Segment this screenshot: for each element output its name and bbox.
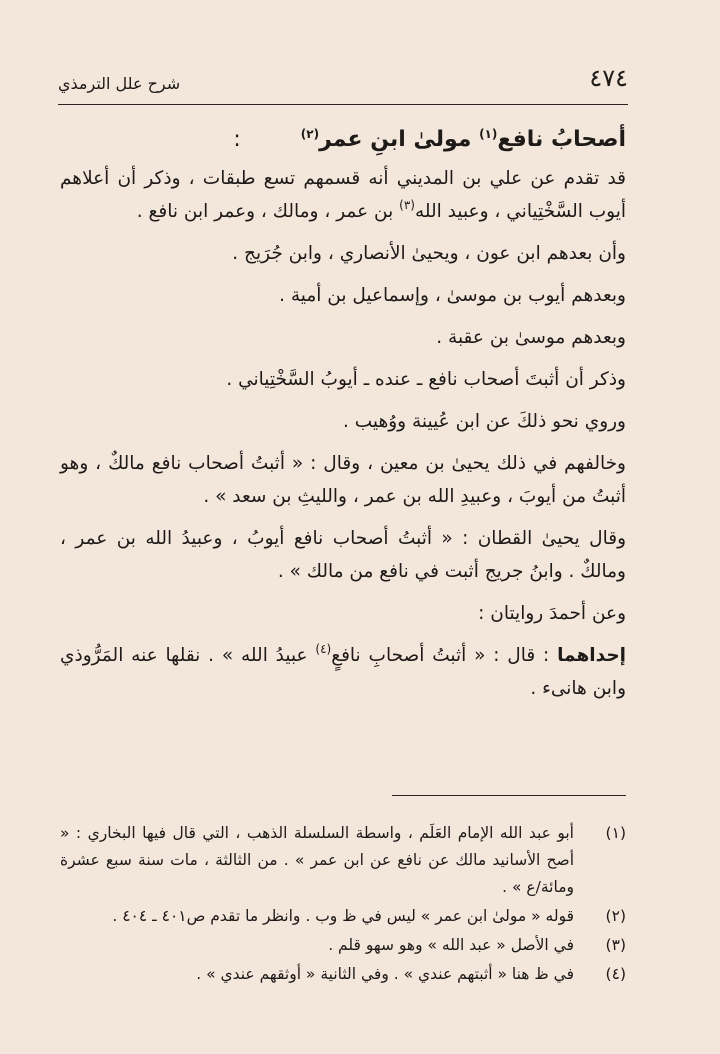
paragraph-text: بن عمر ، ومالك ، وعمر ابن نافع . — [136, 201, 400, 222]
page-header — [58, 62, 628, 102]
footnote — [60, 903, 626, 930]
footnote-ref[interactable]: (٣) — [399, 198, 415, 212]
paragraph-text: قد تقدم عن علي بن المديني أنه قسمهم تسع طبقات ، وذكر أن أعلاهم أيوب السَّخْتِياني ، وعبيد الله — [60, 168, 626, 222]
footnote-ref[interactable]: (٢) — [300, 127, 320, 141]
footnote-rule — [392, 795, 626, 796]
header-rule — [58, 104, 628, 105]
paragraph: وقال يحيىٰ القطان : « أثبتُ أصحاب نافع أيوبُ ، وعبيدُ الله بن عمر ، ومالكٌ . وابنُ جريج أثبت في نافع من مالك » . — [60, 528, 626, 582]
section-heading — [60, 120, 626, 160]
footnote-number: (١) — [605, 824, 626, 842]
footnote-text: أبو عبد الله الإمام العَلَم ، واسطة السلسلة الذهب ، التي قال فيها البخاري : « أصح الأسانيد مالك عن نافع عن ابن عمر » . من الثالثة ، مات سنة سبع عشرة ومائة/ع » . — [60, 824, 574, 896]
paragraph: وذكر أن أثبتَ أصحاب نافع ـ عنده ـ أيوبُ السَّخْتِياني . — [226, 369, 626, 390]
footnote-ref[interactable]: (١) — [479, 127, 498, 141]
paragraph: وروي نحو ذلكَ عن ابن عُيينة ووُهيب . — [342, 411, 626, 432]
footnote-text: في ظ هنا « أثبتهم عندي » . وفي الثانية « أوثقهم عندي » . — [196, 965, 574, 983]
paragraph: وخالفهم في ذلك يحيىٰ بن معين ، وقال : « أثبتُ أصحاب نافع مالكٌ ، وهو أثبتُ من أيوبَ ، وعبيدِ الله بن عمر ، والليثِ بن سعد » . — [60, 453, 626, 507]
footnote — [60, 932, 626, 959]
footnote-number: (٤) — [605, 965, 626, 983]
paragraph: وبعدهم موسىٰ بن عقبة . — [436, 327, 626, 348]
paragraph — [60, 639, 626, 705]
book-title: شرح علل الترمذي — [58, 74, 181, 93]
footnote — [60, 961, 626, 988]
footnote-number: (٣) — [605, 936, 626, 954]
paragraph-text: عبيدُ الله » . نقلها عنه المَرُّوذي وابن هانىء . — [60, 645, 626, 699]
heading-text: أصحابُ نافع — [497, 127, 626, 152]
paragraph: وعن أحمدَ روايتان : — [478, 603, 626, 624]
footnotes — [60, 820, 626, 990]
footnote-text: قوله « مولىٰ ابن عمر » ليس في ظ وب . وانظر ما تقدم ص٤٠١ ـ ٤٠٤ . — [112, 907, 574, 925]
footnote-ref[interactable]: (٤) — [315, 642, 332, 656]
heading-text-rest: مولىٰ ابنِ عمر — [319, 127, 480, 152]
paragraph: وبعدهم أيوب بن موسىٰ ، وإسماعيل بن أمية . — [279, 285, 626, 306]
page-number: ٤٧٤ — [589, 64, 628, 92]
paragraph — [60, 162, 626, 228]
footnote — [60, 820, 626, 901]
heading-colon: : — [233, 127, 241, 152]
paragraph: وأن بعدهم ابن عون ، ويحيىٰ الأنصاري ، وابن جُرَيج . — [232, 243, 626, 264]
paragraph-lead: إحداهما — [557, 645, 626, 666]
footnote-number: (٢) — [605, 907, 626, 925]
main-text — [60, 120, 626, 714]
paragraph-text: : قال : « أثبتُ أصحابِ نافعٍ — [331, 645, 558, 666]
footnote-text: في الأصل « عبد الله » وهو سهو قلم . — [328, 936, 574, 954]
